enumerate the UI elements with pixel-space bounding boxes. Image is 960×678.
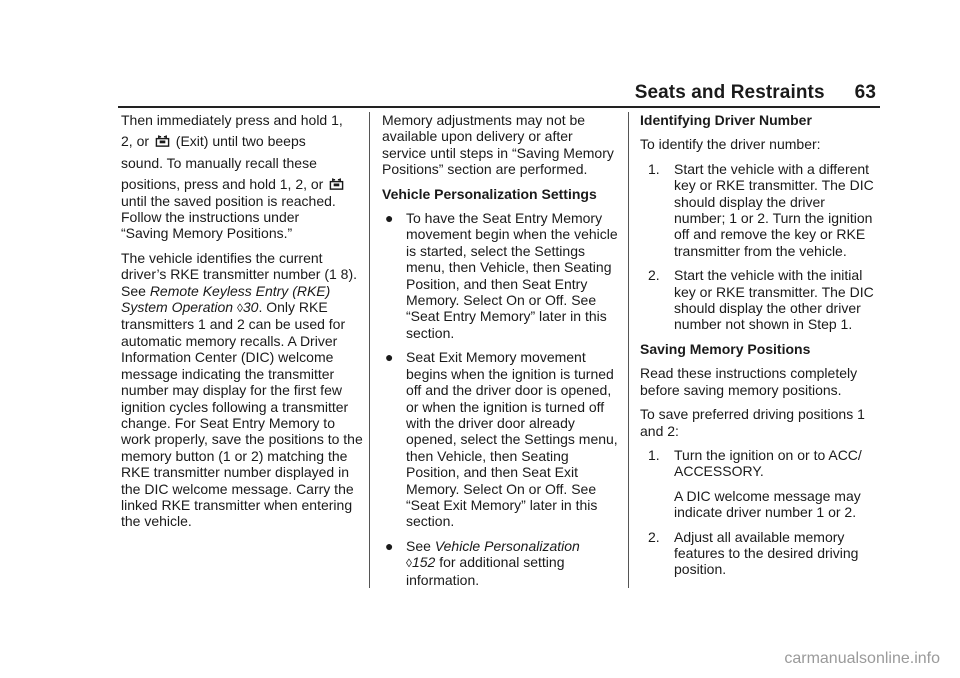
list-item: ● See Vehicle Personalization ◊152 for additional setting information. bbox=[385, 537, 580, 588]
section-title: Seats and Restraints bbox=[634, 82, 825, 103]
step-note: A DIC welcome message may indicate driver number 1 or 2. bbox=[674, 487, 861, 521]
rke-page-ref[interactable]: 30 bbox=[242, 299, 259, 316]
list-item: ● Seat Exit Memory movement begins when the ignition is turned off and the driver door is opened, or when the ignition is turned off with the driver door already opened, select the Settings menu, then Vehicle, then Seating Position, and then Seat Exit Memory. Select On or Off. See “Seat Exit Memory” later in this section. bbox=[385, 349, 618, 530]
list-item: 2. Adjust all available memory features to the desired driving position. bbox=[648, 528, 859, 578]
header-rule bbox=[118, 106, 880, 108]
bullet-icon: ● bbox=[385, 537, 394, 554]
list-item: ● To have the Seat Entry Memory movement begin when the vehicle is started, select the Settings menu, then Vehicle, then Seating Position, and then Seat Entry Memory. Select On or Off. See “Seat Entry Memory” later in this section. bbox=[385, 210, 618, 341]
page-ref-icon: ◊ bbox=[236, 301, 243, 316]
page-header bbox=[635, 82, 876, 104]
vehicle-personalization-link[interactable]: Vehicle Personalization bbox=[434, 537, 580, 554]
paragraph-transmitter: The vehicle identifies the current driver’s RKE transmitter number (1 8). See Remote Keyless Entry (RKE) System Operation ◊30. Only RKE transmitters 1 and 2 can be used for automatic memory recalls. A Driver Information Center (DIC) welcome message indicating the transmitter number may display for the first few ignition cycles following a transmitter change. For Seat Entry Memory to work properly, save the positions to the memory button (1 or 2) matching the RKE transmitter number displayed in the DIC welcome message. Carry the linked RKE transmitter when entering the vehicle. bbox=[121, 249, 363, 530]
list-item: 1. Turn the ignition on or to ACC/ ACCESSORY. bbox=[648, 446, 862, 480]
paragraph-recall: Then immediately press and hold 1, 2, or (Exit) until two beeps sound. To manually recall these positions, press and hold 1, 2, or until the saved position is reached. Follow the instructions under “Saving Memory Positions.” bbox=[121, 112, 343, 242]
rke-link[interactable]: Remote Keyless Entry (RKE) System Operation bbox=[121, 282, 331, 316]
list-item: 1. Start the vehicle with a different key or RKE transmitter. The DIC should display the driver number; 1 or 2. Turn the ignition off and remove the key or RKE transmitter from the vehicle. bbox=[648, 160, 874, 259]
column-1 bbox=[121, 112, 363, 538]
list-item: 2. Start the vehicle with the initial key or RKE transmitter. The DIC should display the other driver number not shown in Step 1. bbox=[648, 267, 874, 333]
column-divider-2 bbox=[628, 112, 629, 588]
column-3: Identifying Driver Number To identify the driver number: 1. Start the vehicle with a different key or RKE transmitter. The DIC should display the driver number; 1 or 2. Turn the ignition off and remove the key or RKE transmitter from the vehicle. 2. Start the vehicle with the initial key or RKE transmitter. The DIC should display the other driver number not shown in Step 1. Saving Memory Positions Read these instructions completely before saving memory positions. To save preferred driving positions 1 and 2: 1. Turn the ignition on or to ACC/ ACCESSORY. A DIC welcome message may indicate driver number 1 or 2. 2. Adjust all available memory features to the desired driving position. bbox=[640, 112, 880, 586]
heading-vehicle-personalization: Vehicle Personalization Settings bbox=[382, 185, 597, 202]
exit-memory-icon bbox=[155, 133, 170, 148]
heading-identifying-driver: Identifying Driver Number bbox=[640, 112, 812, 128]
column-divider-1 bbox=[369, 112, 370, 588]
bullet-icon: ● bbox=[385, 349, 394, 366]
exit-memory-icon bbox=[329, 176, 344, 191]
bullet-icon: ● bbox=[385, 210, 394, 227]
heading-saving-memory: Saving Memory Positions bbox=[640, 340, 811, 357]
watermark: carmanualsonline.info bbox=[784, 650, 940, 667]
page-number: 63 bbox=[854, 82, 876, 103]
paragraph-memory-adjust: Memory adjustments may not be available upon delivery or after service until steps in “Saving Memory Positions” section are performed. bbox=[382, 112, 614, 178]
vehicle-personalization-page-ref[interactable]: 152 bbox=[411, 554, 436, 571]
page-ref-icon: ◊ bbox=[406, 556, 412, 571]
column-2 bbox=[382, 112, 620, 596]
